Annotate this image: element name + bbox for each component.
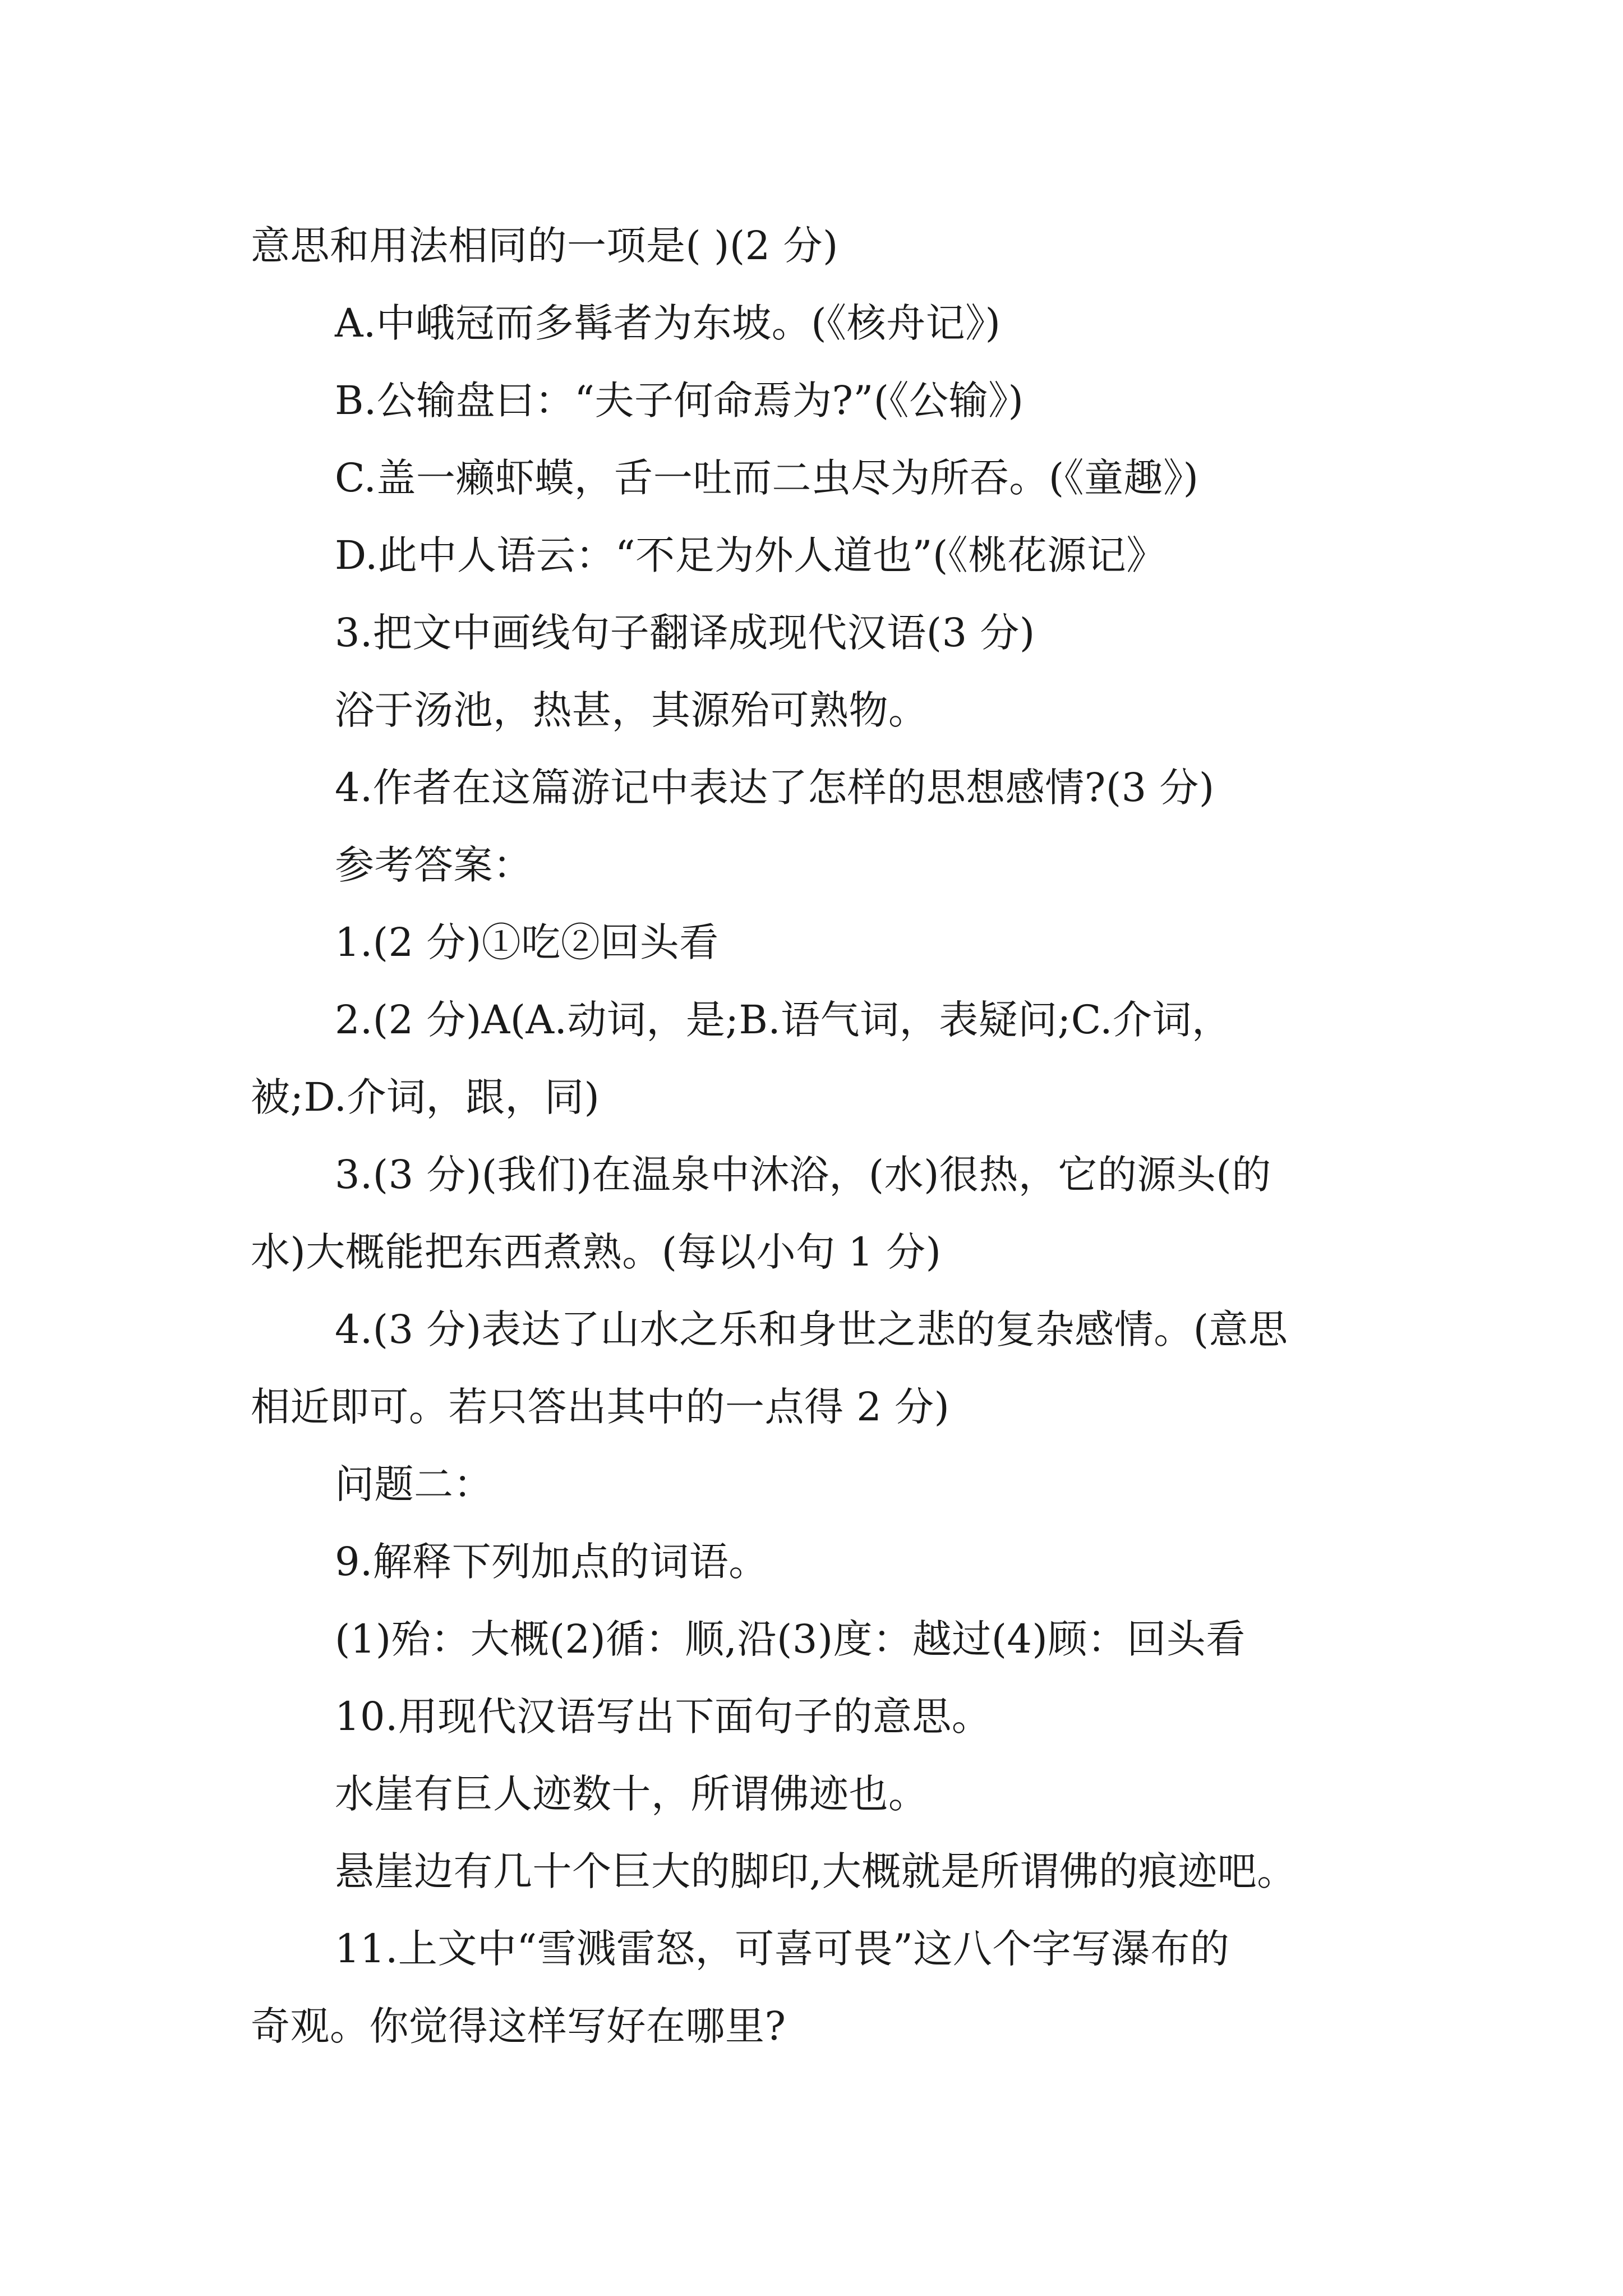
- question-11-continuation: 奇观。你觉得这样写好在哪里?: [251, 2003, 786, 2049]
- question-stem-continuation: 意思和用法相同的一项是( )(2 分): [251, 223, 838, 269]
- option-a: A.中峨冠而多髯者为东坡。(《核舟记》): [335, 300, 1001, 346]
- problem-two-heading: 问题二：: [335, 1461, 493, 1507]
- answer-4: 4.(3 分)表达了山水之乐和身世之悲的复杂感情。(意思: [335, 1306, 1288, 1352]
- answer-3-continuation: 水)大概能把东西煮熟。(每以小句 1 分): [251, 1229, 942, 1275]
- question-3: 3.把文中画线句子翻译成现代汉语(3 分): [335, 610, 1035, 656]
- question-11: 11.上文中“雪溅雷怒，可喜可畏”这八个字写瀑布的: [335, 1926, 1230, 1972]
- answer-2-continuation: 被;D.介词，跟，同): [251, 1074, 600, 1120]
- question-10: 10.用现代汉语写出下面句子的意思。: [335, 1694, 992, 1740]
- option-b: B.公输盘曰：“夫子何命焉为?”(《公输》): [335, 378, 1024, 424]
- question-10-sentence: 水崖有巨人迹数十，所谓佛迹也。: [335, 1771, 928, 1817]
- answer-9: (1)殆：大概(2)循：顺,沿(3)度：越过(4)顾：回头看: [335, 1616, 1246, 1662]
- answer-4-continuation: 相近即可。若只答出其中的一点得 2 分): [251, 1384, 950, 1430]
- question-4: 4.作者在这篇游记中表达了怎样的思想感情?(3 分): [335, 765, 1215, 811]
- question-9: 9.解释下列加点的词语。: [335, 1539, 768, 1585]
- option-d: D.此中人语云：“不足为外人道也”(《桃花源记》: [335, 532, 1166, 578]
- answer-1: 1.(2 分)①吃②回头看: [335, 919, 719, 965]
- answer-3: 3.(3 分)(我们)在温泉中沐浴，(水)很热，它的源头(的: [335, 1152, 1271, 1198]
- answer-10: 悬崖边有几十个巨大的脚印,大概就是所谓佛的痕迹吧。: [335, 1848, 1297, 1894]
- question-3-sentence: 浴于汤池，热甚，其源殆可熟物。: [335, 687, 928, 733]
- answers-heading: 参考答案：: [335, 842, 533, 888]
- answer-2: 2.(2 分)A(A.动词，是;B.语气词，表疑问;C.介词，: [335, 997, 1232, 1043]
- option-c: C.盖一癞虾蟆，舌一吐而二虫尽为所吞。(《童趣》): [335, 455, 1199, 501]
